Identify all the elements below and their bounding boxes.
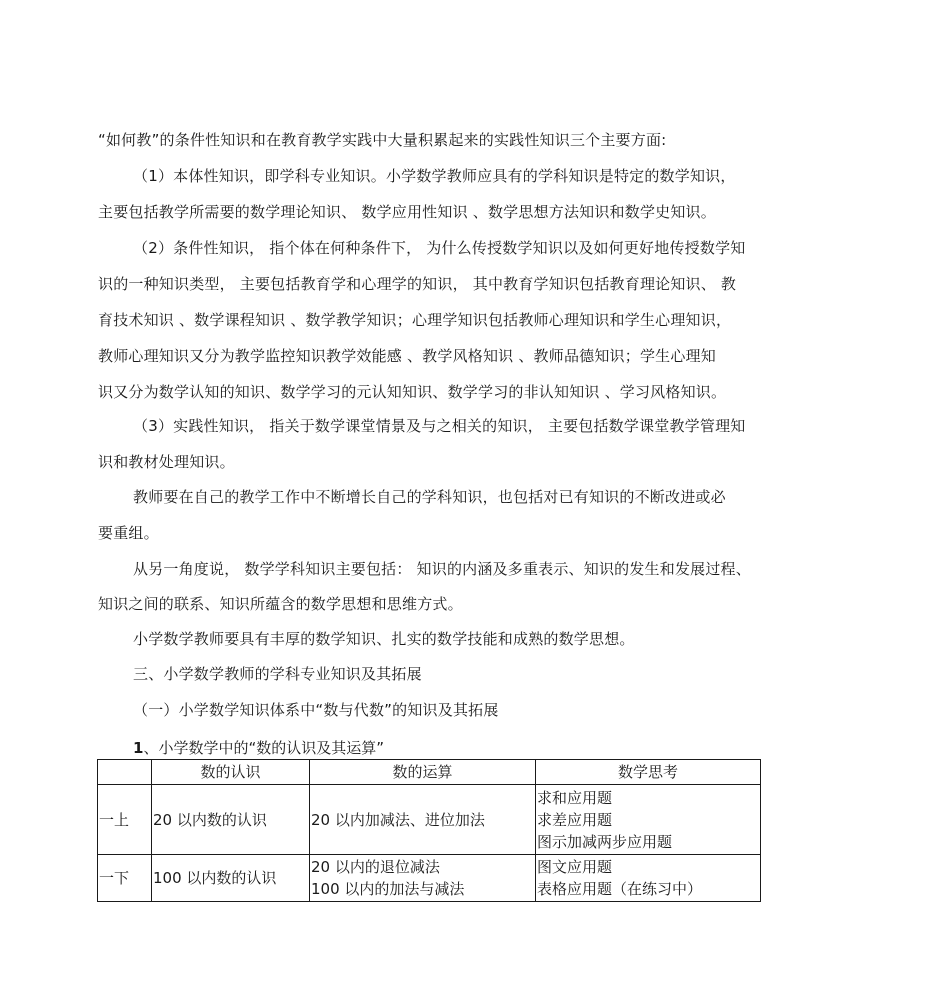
recognition-cell: 20 以内数的认识 [152,785,310,855]
paragraph-line: 育技术知识 、数学课程知识 、数学教学知识；心理学知识包括教师心理知识和学生心理知识， [98,311,732,329]
subsection-heading: （一）小学数学知识体系中“数与代数”的知识及其拓展 [133,701,499,719]
paragraph-line: （3）实践性知识， 指关于数学课堂情景及与之相关的知识， 主要包括数学课堂教学管理知 [133,417,746,435]
thinking-line: 图文应用题 [537,858,613,876]
thinking-cell [536,785,761,855]
paragraph-line: 识和教材处理知识。 [98,453,235,471]
grade-cell: 一下 [98,855,152,902]
grade-cell: 一上 [98,785,152,855]
thinking-line: 求和应用题 [537,788,613,807]
thinking-line: 表格应用题（在练习中） [537,880,703,898]
table-title-number: 1 [133,739,144,757]
paragraph-line: 教师要在自己的教学工作中不断增长自己的学科知识，也包括对已有知识的不断改进或必 [133,488,726,506]
table-title-text: 、小学数学中的“数的认识及其运算” [143,739,384,757]
operations-line: 20 以内的退位减法 [311,858,440,876]
thinking-cell [536,855,761,902]
section-heading: 三、小学数学教师的学科专业知识及其拓展 [133,665,422,683]
paragraph-line: “如何教”的条件性知识和在教育教学实践中大量积累起来的实践性知识三个主要方面: [98,131,667,149]
paragraph-line: 从另一角度说， 数学学科知识主要包括： 知识的内涵及多重表示、知识的发生和发展过程、 [133,560,751,578]
table-header-row [98,760,761,785]
knowledge-table [97,759,761,902]
paragraph-line: 教师心理知识又分为教学监控知识教学效能感 、教学风格知识 、教师品德知识；学生心理知 [98,347,716,365]
thinking-line: 求差应用题 [537,810,613,829]
header-cell-empty [98,760,152,785]
paragraph-line: （1）本体性知识，即学科专业知识。小学数学教师应具有的学科知识是特定的数学知识， [133,167,736,185]
table-title [133,737,384,758]
header-cell-operations: 数的运算 [310,760,536,785]
paragraph-line: 主要包括教学所需要的数学理论知识、 数学应用性知识 、数学思想方法知识和数学史知识。 [98,203,716,221]
operations-line: 20 以内加减法、进位加法 [311,810,485,829]
paragraph-line: 要重组。 [98,524,159,542]
paragraph-line: 识的一种知识类型， 主要包括教育学和心理学的知识， 其中教育学知识包括教育理论知识、 教 [98,275,737,293]
operations-cell [310,855,536,902]
recognition-cell: 100 以内数的认识 [152,855,310,902]
paragraph-line: 小学数学教师要具有丰厚的数学知识、扎实的数学技能和成熟的数学思想。 [133,630,635,648]
operations-cell [310,785,536,855]
table-row [98,785,761,855]
paragraph-line: 识又分为数学认知的知识、数学学习的元认知知识、数学学习的非认知知识 、学习风格知识。 [98,383,727,401]
paragraph-line: （2）条件性知识， 指个体在何种条件下， 为什么传授数学知识以及如何更好地传授数学知 [133,239,746,257]
header-cell-thinking: 数学思考 [536,760,761,785]
operations-line: 100 以内的加法与减法 [311,880,465,898]
paragraph-line: 知识之间的联系、知识所蕴含的数学思想和思维方式。 [98,595,463,613]
thinking-line: 图示加减两步应用题 [537,832,673,851]
table-row [98,855,761,902]
header-cell-recognition: 数的认识 [152,760,310,785]
